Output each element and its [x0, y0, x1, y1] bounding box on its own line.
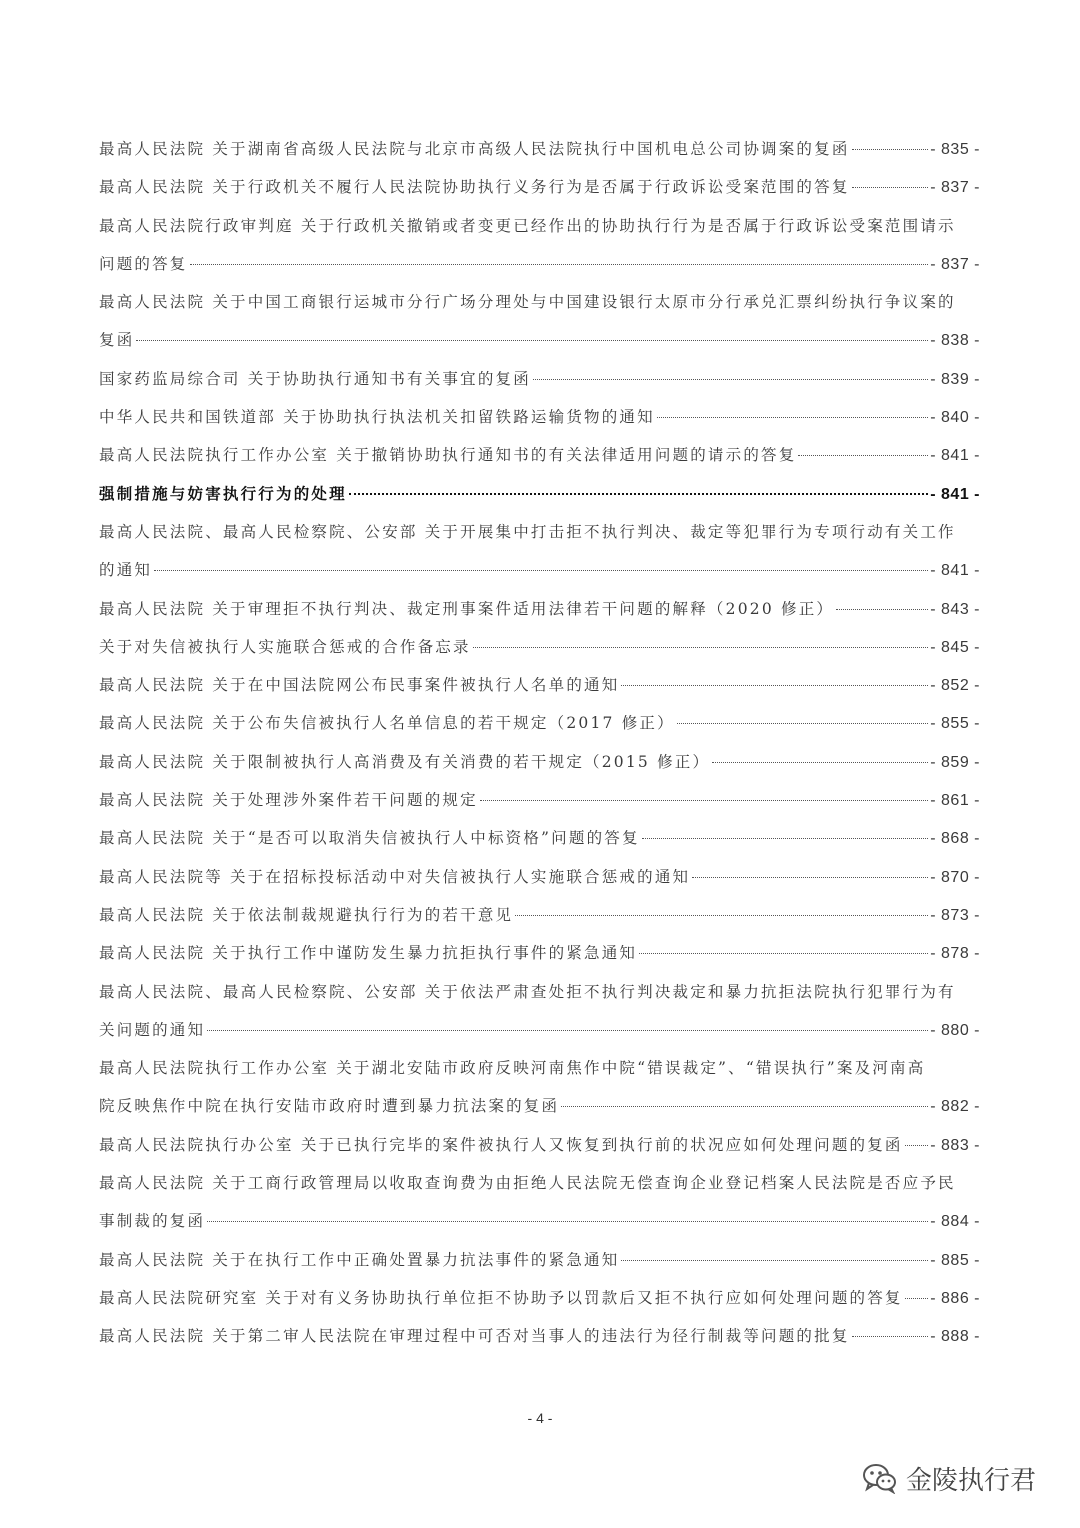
toc-entry [99, 934, 980, 972]
dot-leader [207, 1221, 928, 1222]
toc-entry-title: 最高人民法院执行工作办公室 关于撤销协助执行通知书的有关法律适用问题的请示的答复 [99, 446, 797, 465]
dot-leader [905, 1145, 929, 1146]
toc-page-number: - 837 - [930, 255, 980, 273]
toc-entry-title-line1: 最高人民法院行政审判庭 关于行政机关撤销或者变更已经作出的协助执行行为是否属于行政诉讼受案范围请示 [99, 216, 956, 235]
toc-entry-title-line1: 最高人民法院 关于中国工商银行运城市分行广场分理处与中国建设银行太原市分行承兑汇票纠纷执行争议案的 [99, 293, 956, 312]
toc-entry-title: 最高人民法院 关于行政机关不履行人民法院协助执行义务行为是否属于行政诉讼受案范围的答复 [99, 178, 850, 197]
dot-leader [798, 455, 928, 456]
toc-entry-title-line2: 事制裁的复函 [99, 1212, 206, 1231]
dot-leader [207, 1030, 928, 1031]
toc-page-number: - 885 - [930, 1251, 980, 1269]
dot-leader [349, 493, 928, 495]
dot-leader [657, 417, 928, 418]
toc-entry-title: 最高人民法院 关于执行工作中谨防发生暴力抗拒执行事件的紧急通知 [99, 944, 638, 963]
toc-entry [99, 360, 980, 398]
toc-entry-title: 最高人民法院 关于处理涉外案件若干问题的规定 [99, 791, 478, 810]
dot-leader [473, 647, 929, 648]
toc-page-number: - 878 - [930, 945, 980, 963]
toc-entry-title-line1: 最高人民法院、最高人民检察院、公安部 关于开展集中打击拒不执行判决、裁定等犯罪行为专项行动有关工作 [99, 522, 956, 541]
toc-page-number: - 873 - [930, 906, 980, 924]
toc-entry-title: 最高人民法院 关于审理拒不执行判决、裁定刑事案件适用法律若干问题的解释（2020 修正） [99, 599, 835, 618]
toc-entry-title-line1: 最高人民法院执行工作办公室 关于湖北安陆市政府反映河南焦作中院“错误裁定”、“错误执行”案及河南高 [99, 1059, 926, 1078]
wechat-icon [862, 1462, 898, 1494]
toc-entry [99, 628, 980, 666]
toc-page-number: - 841 - [930, 485, 980, 503]
toc-page-number: - 835 - [930, 141, 980, 158]
toc-page-number: - 888 - [930, 1328, 980, 1346]
toc-page-number: - 837 - [930, 179, 980, 197]
toc-entry [99, 436, 980, 474]
toc-entry-title-line2: 院反映焦作中院在执行安陆市政府时遭到暴力抗法案的复函 [99, 1097, 560, 1116]
dot-leader [533, 379, 928, 380]
dot-leader [190, 264, 929, 265]
dot-leader [852, 187, 929, 188]
toc-page-number: - 870 - [930, 868, 980, 886]
dot-leader [621, 1260, 928, 1261]
toc-page-number: - 839 - [930, 370, 980, 388]
dot-leader [136, 340, 928, 341]
toc-page-number: - 843 - [930, 600, 980, 618]
dot-leader [621, 685, 928, 686]
toc-page-number: - 841 - [930, 447, 980, 465]
toc-entry [99, 858, 980, 896]
toc-entry [99, 398, 980, 436]
toc-page-number: - 838 - [930, 332, 980, 350]
toc-entry [99, 168, 980, 206]
dot-leader [154, 570, 928, 571]
toc-entry-title-line2: 的通知 [99, 561, 153, 580]
toc-entry [99, 1049, 980, 1126]
toc-entry-title: 最高人民法院 关于公布失信被执行人名单信息的若干规定（2017 修正） [99, 714, 675, 733]
dot-leader [712, 762, 928, 763]
toc-entry [99, 666, 980, 704]
dot-leader [852, 149, 929, 150]
toc-entry [99, 896, 980, 934]
toc-entry-title-line2: 关问题的通知 [99, 1020, 206, 1039]
toc-entry [99, 1126, 980, 1164]
toc-entry-title: 最高人民法院 关于湖南省高级人民法院与北京市高级人民法院执行中国机电总公司协调案的复函 [99, 140, 850, 158]
toc-entry-title: 最高人民法院 关于限制被执行人高消费及有关消费的若干规定（2015 修正） [99, 752, 711, 771]
toc-entry-title: 最高人民法院研究室 关于对有义务协助执行单位拒不协助予以罚款后又拒不执行应如何处理问题的答复 [99, 1288, 903, 1307]
toc-entry [99, 590, 980, 628]
toc-entry [99, 207, 980, 284]
toc-entry-title: 关于对失信被执行人实施联合惩戒的合作备忘录 [99, 637, 471, 656]
toc-entry [99, 704, 980, 742]
toc-page-number: - 884 - [930, 1213, 980, 1231]
dot-leader [639, 953, 928, 954]
toc-entry [99, 283, 980, 360]
toc-entry [99, 1279, 980, 1317]
toc-entry-title: 中华人民共和国铁道部 关于协助执行执法机关扣留铁路运输货物的通知 [99, 408, 655, 427]
toc-entry-title-line2: 复函 [99, 331, 135, 350]
toc-entry [99, 973, 980, 1050]
toc-page-number: - 882 - [930, 1098, 980, 1116]
page-number: - 4 - [527, 1410, 553, 1426]
toc-page-number: - 883 - [930, 1136, 980, 1154]
toc-entry-title: 最高人民法院 关于依法制裁规避执行行为的若干意见 [99, 905, 514, 924]
toc-entry-title: 最高人民法院 关于在执行工作中正确处置暴力抗法事件的紧急通知 [99, 1250, 620, 1269]
dot-leader [836, 609, 928, 610]
dot-leader [852, 1336, 929, 1337]
toc-entry [99, 781, 980, 819]
toc-entry-title: 最高人民法院执行办公室 关于已执行完毕的案件被执行人又恢复到执行前的状况应如何处理问题的复函 [99, 1135, 903, 1154]
toc-entry [99, 819, 980, 857]
toc-entry-title-line1: 最高人民法院、最高人民检察院、公安部 关于依法严肃查处拒不执行判决裁定和暴力抗拒法院执行犯罪行为有 [99, 982, 956, 1001]
toc-entry-title: 最高人民法院 关于第二审人民法院在审理过程中可否对当事人的违法行为径行制裁等问题的批复 [99, 1327, 850, 1346]
dot-leader [480, 800, 928, 801]
dot-leader [692, 877, 928, 878]
toc-page-number: - 852 - [930, 677, 980, 695]
dot-leader [677, 723, 928, 724]
toc-entry-title: 最高人民法院 关于在中国法院网公布民事案件被执行人名单的通知 [99, 676, 620, 695]
toc-page-number: - 841 - [930, 562, 980, 580]
toc-entry-title-line1: 最高人民法院 关于工商行政管理局以收取查询费为由拒绝人民法院无偿查询企业登记档案人民法院是否应予民 [99, 1174, 956, 1193]
toc-entry [99, 743, 980, 781]
watermark-text: 金陵执行君 [906, 1465, 1037, 1496]
toc-page-number: - 886 - [930, 1289, 980, 1307]
toc-page-number: - 859 - [930, 753, 980, 771]
dot-leader [515, 915, 928, 916]
toc-entry-title: 强制措施与妨害执行行为的处理 [99, 483, 347, 503]
toc-section-heading [99, 475, 980, 513]
toc-page-number: - 880 - [930, 1021, 980, 1039]
toc-entry-title: 国家药监局综合司 关于协助执行通知书有关事宜的复函 [99, 369, 531, 388]
dot-leader [905, 1298, 929, 1299]
toc-entry [99, 1317, 980, 1355]
dot-leader [561, 1106, 928, 1107]
toc-page-number: - 845 - [930, 638, 980, 656]
toc-entry [99, 513, 980, 590]
toc-page-number: - 868 - [930, 830, 980, 848]
toc-entry [99, 1241, 980, 1279]
toc-entry [99, 130, 980, 168]
dot-leader [642, 838, 929, 839]
watermark [862, 1458, 1036, 1498]
table-of-contents [99, 130, 980, 1356]
toc-entry-title-line2: 问题的答复 [99, 254, 188, 273]
toc-entry-title: 最高人民法院 关于“是否可以取消失信被执行人中标资格”问题的答复 [99, 829, 640, 848]
toc-entry-title: 最高人民法院等 关于在招标投标活动中对失信被执行人实施联合惩戒的通知 [99, 867, 691, 886]
toc-page-number: - 861 - [930, 792, 980, 810]
toc-entry [99, 1164, 980, 1241]
toc-page-number: - 855 - [930, 715, 980, 733]
toc-page-number: - 840 - [930, 409, 980, 427]
